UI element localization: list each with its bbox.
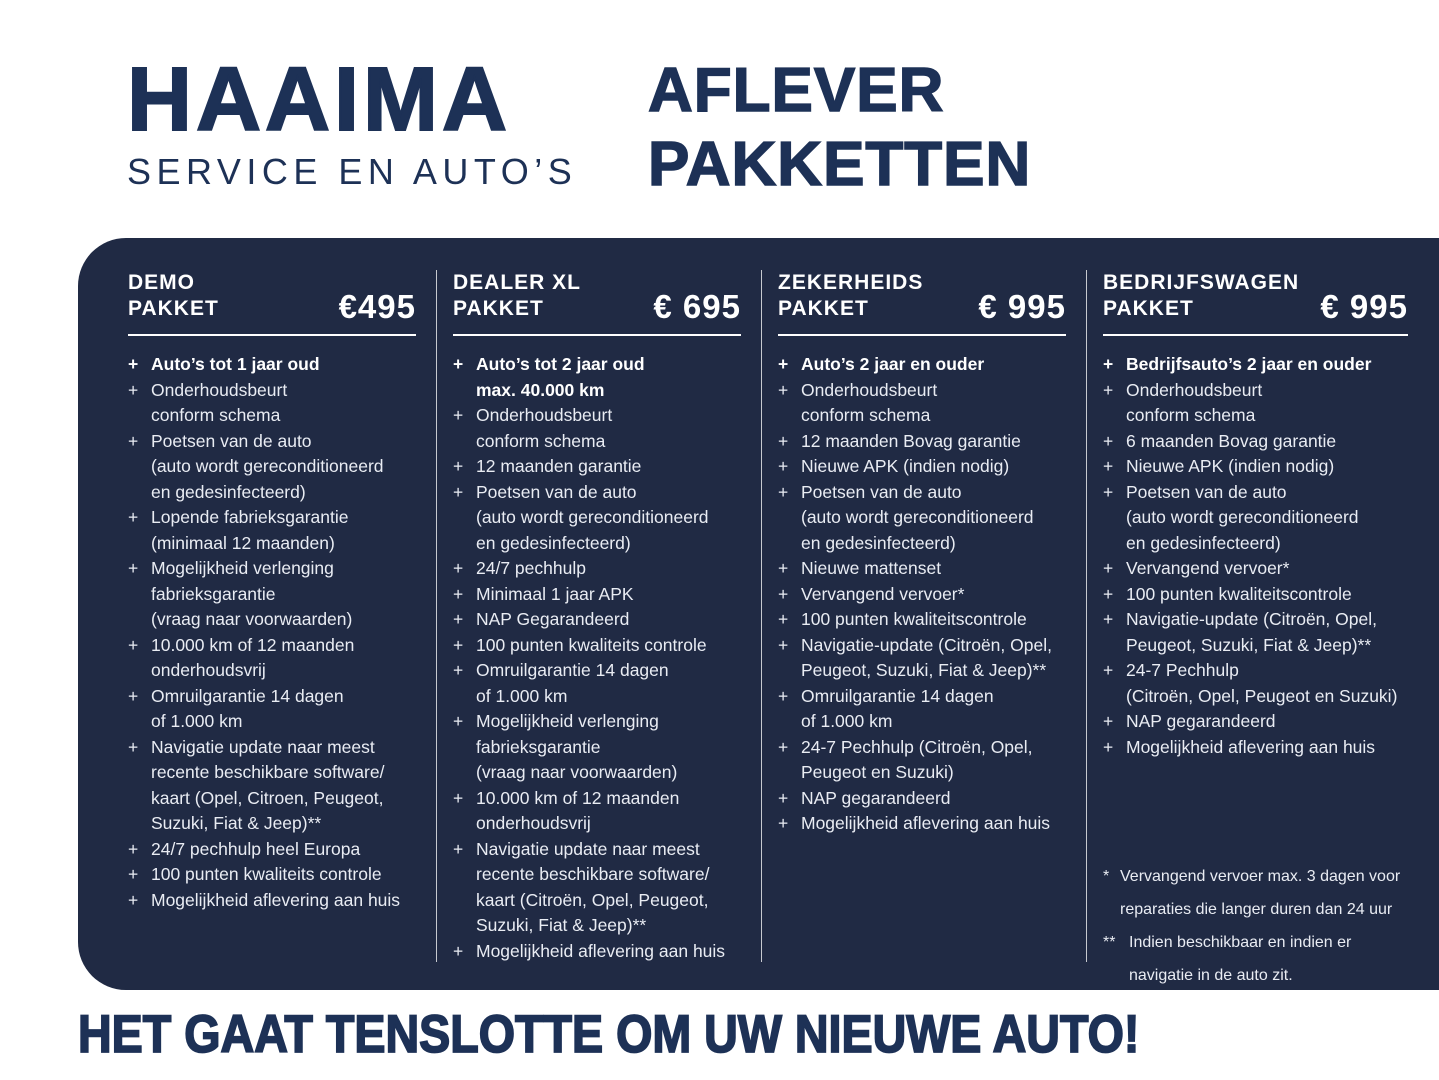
feature-item	[778, 352, 1086, 378]
feature-line: en gedesinfecteerd)	[1126, 532, 1281, 553]
feature-line: Mogelijkheid verlenging	[476, 711, 659, 731]
feature-item	[453, 403, 761, 454]
feature-line: Poetsen van de auto	[151, 430, 312, 451]
feature-line: NAP gegarandeerd	[801, 787, 951, 808]
feature-item	[778, 607, 1086, 633]
feature-line: (auto wordt gereconditioneerd	[476, 507, 709, 527]
feature-line: en gedesinfecteerd)	[801, 532, 956, 553]
plus-marker: +	[778, 583, 789, 604]
plus-marker: +	[453, 838, 464, 859]
plus-marker: +	[1103, 558, 1114, 578]
feature-line: Peugeot en Suzuki)	[801, 762, 954, 782]
feature-item	[1103, 480, 1428, 557]
plus-marker: +	[778, 430, 789, 451]
feature-line: fabrieksgarantie	[151, 583, 276, 604]
feature-line: Poetsen van de auto	[476, 481, 637, 502]
plus-marker: +	[453, 354, 464, 374]
feature-line: Navigatie update naar meest	[476, 838, 700, 859]
feature-item	[778, 735, 1086, 786]
packages-panel	[78, 238, 1439, 990]
feature-line: Minimaal 1 jaar APK	[476, 583, 634, 604]
feature-line: Auto’s tot 2 jaar oud	[476, 354, 645, 374]
feature-line: 24-7 Pechhulp (Citroën, Opel,	[801, 736, 1033, 757]
plus-marker: +	[1103, 379, 1114, 400]
plus-marker: +	[778, 354, 789, 374]
feature-line: 24/7 pechhulp heel Europa	[151, 838, 361, 859]
feature-item	[453, 607, 761, 633]
plus-marker: +	[128, 507, 139, 527]
feature-item	[778, 811, 1086, 837]
feature-item	[128, 633, 436, 684]
plus-marker: +	[128, 430, 139, 451]
page-title-line1: AFLEVER	[648, 56, 945, 125]
feature-line: Vervangend vervoer*	[1126, 558, 1290, 578]
feature-item	[778, 582, 1086, 608]
package-name-line: BEDRIJFSWAGEN	[1103, 271, 1300, 294]
plus-marker: +	[1103, 736, 1114, 757]
feature-line: (minimaal 12 maanden)	[151, 532, 335, 553]
feature-item	[128, 352, 436, 378]
header-rule	[1103, 334, 1408, 336]
package-column-4	[1087, 270, 1428, 984]
package-name	[128, 270, 219, 322]
feature-item	[778, 378, 1086, 429]
plus-marker: +	[1103, 456, 1114, 476]
feature-line: (vraag naar voorwaarden)	[476, 762, 678, 782]
package-name-line: PAKKET	[778, 297, 869, 320]
plus-marker: +	[778, 609, 789, 629]
header-rule	[778, 334, 1066, 336]
feature-item	[1103, 607, 1428, 658]
feature-item	[453, 582, 761, 608]
feature-line: Onderhoudsbeurt	[476, 405, 613, 425]
package-name-line: DEMO	[128, 271, 195, 294]
feature-line: 10.000 km of 12 maanden	[476, 787, 680, 808]
page-title	[648, 54, 1031, 202]
plus-marker: +	[1103, 481, 1114, 502]
feature-list	[1103, 352, 1428, 760]
plus-marker: +	[128, 889, 139, 910]
package-price: € 995	[1320, 288, 1408, 325]
feature-line: onderhoudsvrij	[151, 660, 266, 680]
plus-marker: +	[778, 558, 789, 578]
feature-item	[453, 837, 761, 939]
plus-marker: +	[778, 736, 789, 757]
feature-line: kaart (Opel, Citroen, Peugeot,	[151, 787, 384, 808]
feature-item	[128, 684, 436, 735]
plus-marker: +	[453, 660, 464, 680]
footnotes	[1103, 860, 1428, 992]
feature-line: Poetsen van de auto	[801, 481, 962, 502]
feature-line: 6 maanden Bovag garantie	[1126, 430, 1337, 451]
plus-marker: +	[453, 609, 464, 629]
feature-line: (auto wordt gereconditioneerd	[1126, 507, 1359, 527]
feature-item	[778, 429, 1086, 455]
feature-item	[453, 709, 761, 786]
feature-line: Nieuwe mattenset	[801, 558, 942, 578]
plus-marker: +	[453, 787, 464, 808]
feature-item	[1103, 735, 1428, 761]
plus-marker: +	[453, 456, 464, 476]
feature-line: Lopende fabrieksgarantie	[151, 507, 349, 527]
package-name	[453, 270, 581, 322]
plus-marker: +	[1103, 711, 1114, 731]
feature-item	[128, 378, 436, 429]
brand-subtitle: SERVICE EN AUTO’S	[127, 151, 578, 192]
feature-list	[778, 352, 1086, 837]
plus-marker: +	[453, 940, 464, 961]
package-name-line: PAKKET	[128, 297, 219, 320]
footnote-marker: *	[1103, 868, 1110, 885]
feature-line: Onderhoudsbeurt	[1126, 379, 1263, 400]
feature-line: NAP gegarandeerd	[1126, 711, 1276, 731]
feature-line: conform schema	[801, 405, 931, 425]
feature-item	[128, 837, 436, 863]
feature-line: Mogelijkheid aflevering aan huis	[151, 889, 401, 910]
package-columns	[128, 270, 1428, 984]
plus-marker: +	[128, 354, 139, 374]
feature-item	[453, 633, 761, 659]
footnote-line: navigatie in de auto zit.	[1129, 967, 1293, 984]
feature-line: 100 punten kwaliteitscontrole	[801, 609, 1027, 629]
feature-item	[778, 684, 1086, 735]
package-name	[778, 270, 923, 322]
plus-marker: +	[453, 558, 464, 578]
package-header	[128, 270, 436, 325]
feature-line: Mogelijkheid verlenging	[151, 558, 334, 578]
feature-line: (vraag naar voorwaarden)	[151, 609, 353, 629]
feature-line: 100 punten kwaliteits controle	[151, 864, 382, 884]
feature-line: (auto wordt gereconditioneerd	[801, 507, 1034, 527]
feature-line: Omruilgarantie 14 dagen	[476, 660, 669, 680]
plus-marker: +	[1103, 430, 1114, 451]
feature-item	[778, 633, 1086, 684]
package-header	[1103, 270, 1428, 325]
feature-line: fabrieksgarantie	[476, 736, 601, 757]
feature-line: Peugeot, Suzuki, Fiat & Jeep)**	[801, 660, 1047, 680]
feature-item	[778, 556, 1086, 582]
header-rule	[128, 334, 416, 336]
footnote-line: reparaties die langer duren dan 24 uur	[1120, 901, 1393, 918]
footnote-line: Vervangend vervoer max. 3 dagen voor	[1120, 868, 1401, 885]
plus-marker: +	[778, 481, 789, 502]
feature-line: max. 40.000 km	[476, 379, 605, 400]
feature-item	[778, 454, 1086, 480]
feature-line: Suzuki, Fiat & Jeep)**	[476, 915, 647, 935]
package-name	[1103, 270, 1299, 322]
package-name-line: ZEKERHEIDS	[778, 271, 924, 294]
feature-item	[128, 556, 436, 633]
feature-line: 24-7 Pechhulp	[1126, 660, 1239, 680]
plus-marker: +	[453, 583, 464, 604]
feature-line: Navigatie-update (Citroën, Opel,	[1126, 609, 1377, 629]
feature-line: conform schema	[151, 405, 281, 425]
package-header	[778, 270, 1086, 325]
plus-marker: +	[453, 405, 464, 425]
feature-line: 24/7 pechhulp	[476, 558, 586, 578]
feature-item	[128, 735, 436, 837]
feature-line: Mogelijkheid aflevering aan huis	[1126, 736, 1376, 757]
feature-item	[453, 480, 761, 557]
plus-marker: +	[1103, 354, 1114, 374]
plus-marker: +	[778, 634, 789, 655]
feature-item	[453, 352, 761, 403]
feature-item	[453, 454, 761, 480]
feature-list	[128, 352, 436, 913]
plus-marker: +	[778, 456, 789, 476]
feature-line: Mogelijkheid aflevering aan huis	[801, 813, 1051, 833]
plus-marker: +	[128, 736, 139, 757]
plus-marker: +	[778, 685, 789, 706]
plus-marker: +	[128, 864, 139, 884]
feature-line: NAP Gegarandeerd	[476, 609, 630, 629]
feature-line: (auto wordt gereconditioneerd	[151, 456, 384, 476]
feature-item	[1103, 556, 1428, 582]
feature-line: 12 maanden Bovag garantie	[801, 430, 1021, 451]
feature-line: Auto’s 2 jaar en ouder	[801, 354, 985, 374]
feature-line: (Citroën, Opel, Peugeot en Suzuki)	[1126, 685, 1398, 706]
package-header	[453, 270, 761, 325]
feature-line: recente beschikbare software/	[151, 762, 385, 782]
brand-logo	[127, 52, 577, 194]
feature-item	[1103, 658, 1428, 709]
feature-item	[453, 939, 761, 965]
feature-list	[453, 352, 761, 964]
feature-line: recente beschikbare software/	[476, 864, 710, 884]
plus-marker: +	[453, 634, 464, 655]
feature-line: conform schema	[476, 430, 606, 451]
plus-marker: +	[1103, 609, 1114, 629]
feature-line: Bedrijfsauto’s 2 jaar en ouder	[1126, 354, 1372, 374]
feature-line: Omruilgarantie 14 dagen	[151, 685, 344, 706]
feature-item	[1103, 709, 1428, 735]
feature-line: 100 punten kwaliteits controle	[476, 634, 707, 655]
feature-item	[128, 429, 436, 506]
feature-line: Onderhoudsbeurt	[801, 379, 938, 400]
plus-marker: +	[128, 685, 139, 706]
feature-item	[778, 480, 1086, 557]
feature-line: Peugeot, Suzuki, Fiat & Jeep)**	[1126, 634, 1372, 655]
package-column-3	[762, 270, 1087, 962]
feature-line: conform schema	[1126, 405, 1256, 425]
package-price: €495	[338, 288, 416, 325]
feature-line: kaart (Citroën, Opel, Peugeot,	[476, 889, 709, 910]
feature-item	[1103, 582, 1428, 608]
plus-marker: +	[453, 711, 464, 731]
plus-marker: +	[453, 481, 464, 502]
plus-marker: +	[1103, 660, 1114, 680]
feature-item	[778, 786, 1086, 812]
package-name-line: PAKKET	[1103, 297, 1194, 320]
footnote	[1103, 926, 1428, 992]
feature-line: of 1.000 km	[476, 685, 568, 706]
feature-item	[128, 888, 436, 914]
footnote-marker: **	[1103, 934, 1116, 951]
package-name-line: PAKKET	[453, 297, 544, 320]
plus-marker: +	[778, 813, 789, 833]
feature-line: Nieuwe APK (indien nodig)	[801, 456, 1010, 476]
plus-marker: +	[128, 558, 139, 578]
plus-marker: +	[128, 634, 139, 655]
feature-line: Suzuki, Fiat & Jeep)**	[151, 813, 322, 833]
plus-marker: +	[128, 838, 139, 859]
feature-item	[1103, 352, 1428, 378]
plus-marker: +	[1103, 583, 1114, 604]
feature-line: Auto’s tot 1 jaar oud	[151, 354, 320, 374]
feature-line: of 1.000 km	[151, 711, 243, 731]
plus-marker: +	[128, 379, 139, 400]
package-price: € 695	[653, 288, 741, 325]
feature-line: Poetsen van de auto	[1126, 481, 1287, 502]
package-name-line: DEALER XL	[453, 271, 582, 294]
footnote-line: Indien beschikbaar en indien er	[1129, 934, 1352, 951]
feature-line: Mogelijkheid aflevering aan huis	[476, 940, 726, 961]
plus-marker: +	[778, 379, 789, 400]
package-price: € 995	[978, 288, 1066, 325]
package-column-2	[437, 270, 762, 962]
page-title-line2: PAKKETTEN	[648, 130, 1032, 199]
feature-item	[1103, 378, 1428, 429]
package-column-1	[128, 270, 437, 962]
feature-line: Onderhoudsbeurt	[151, 379, 288, 400]
feature-item	[1103, 454, 1428, 480]
feature-line: en gedesinfecteerd)	[476, 532, 631, 553]
feature-item	[128, 862, 436, 888]
feature-item	[453, 658, 761, 709]
feature-line: Nieuwe APK (indien nodig)	[1126, 456, 1335, 476]
feature-line: of 1.000 km	[801, 711, 893, 731]
footer-tagline: HET GAAT TENSLOTTE OM UW NIEUWE AUTO!	[78, 1005, 1140, 1064]
feature-line: Navigatie update naar meest	[151, 736, 375, 757]
feature-line: 12 maanden garantie	[476, 456, 642, 476]
feature-line: Vervangend vervoer*	[801, 583, 965, 604]
feature-item	[453, 786, 761, 837]
feature-line: onderhoudsvrij	[476, 813, 591, 833]
footnote	[1103, 860, 1428, 926]
feature-line: 10.000 km of 12 maanden	[151, 634, 355, 655]
feature-line: 100 punten kwaliteitscontrole	[1126, 583, 1352, 604]
feature-line: en gedesinfecteerd)	[151, 481, 306, 502]
feature-line: Omruilgarantie 14 dagen	[801, 685, 994, 706]
feature-line: Navigatie-update (Citroën, Opel,	[801, 634, 1052, 655]
feature-item	[128, 505, 436, 556]
plus-marker: +	[778, 787, 789, 808]
header-rule	[453, 334, 741, 336]
feature-item	[1103, 429, 1428, 455]
brand-name: HAAIMA	[127, 50, 511, 150]
feature-item	[453, 556, 761, 582]
